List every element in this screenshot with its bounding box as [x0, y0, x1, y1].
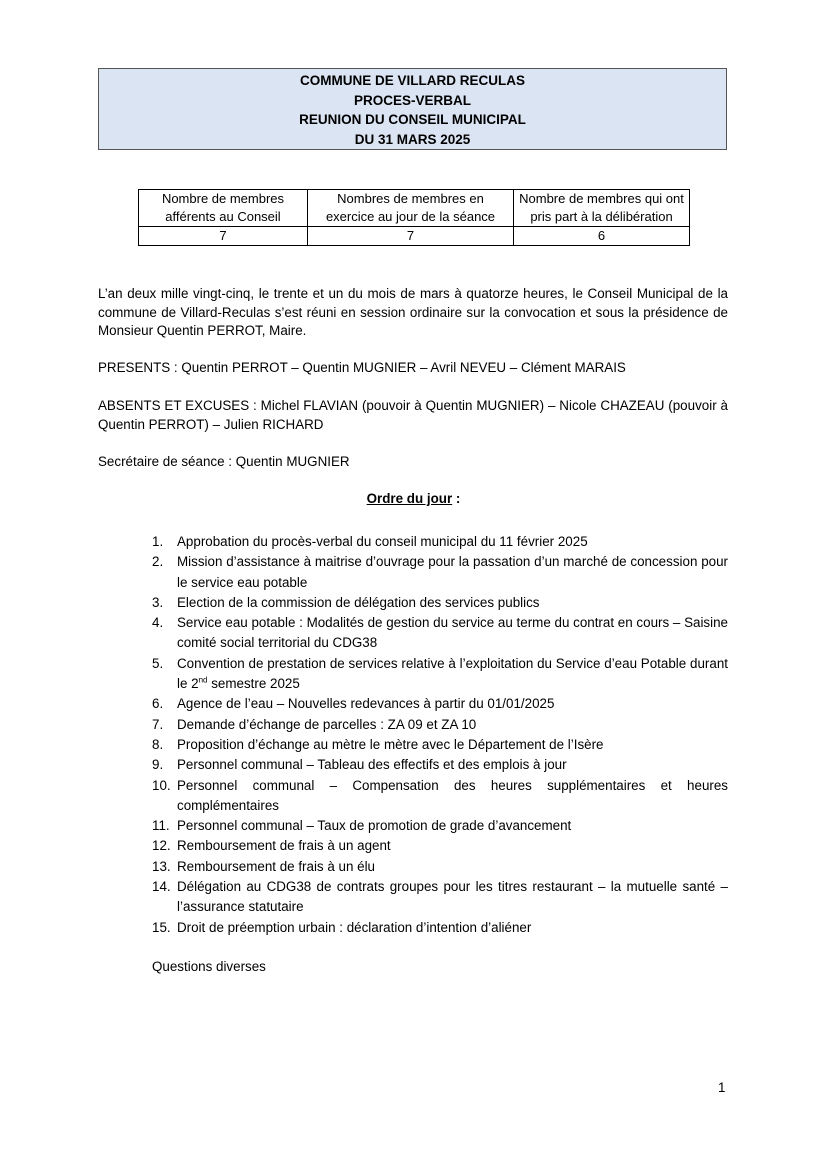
agenda-item-text: Convention de prestation de services relative à l’exploitation du Service d’eau Potable durant le 2 [177, 655, 728, 692]
agenda-item-number: 10. [152, 777, 171, 793]
agenda-item-text: Délégation au CDG38 de contrats groupes pour les titres restaurant – la mutuelle santé – l’assurance statutaire [177, 879, 728, 915]
agenda-item-text: Personnel communal – Tableau des effectifs et des emplois à jour [177, 757, 567, 773]
agenda-item-number: 11. [152, 818, 170, 834]
agenda-item-number: 1. [152, 534, 164, 549]
members-header-exercice: Nombres de membres en exercice au jour de la séance [308, 190, 514, 227]
agenda-item-text: Personnel communal – Taux de promotion de grade d’avancement [177, 818, 572, 834]
members-header-afferents: Nombre de membres afférents au Conseil [139, 190, 308, 227]
agenda-item-number: 9. [152, 757, 164, 773]
agenda-item [152, 654, 728, 695]
agenda-item-text: Proposition d’échange au mètre le mètre avec le Département de l’Isère [177, 736, 604, 752]
page-number: 1 [718, 1080, 726, 1095]
agenda-item [152, 877, 728, 918]
agenda-item-number: 3. [152, 594, 164, 610]
agenda-heading-colon: : [452, 491, 461, 506]
agenda-item-text-end: semestre 2025 [207, 676, 300, 692]
agenda-item-number: 8. [152, 736, 164, 752]
members-table [138, 189, 690, 246]
agenda-item-text: Mission d’assistance à maitrise d’ouvrage pour la passation d’un marché de concession pour le service eau potable [177, 554, 728, 590]
agenda-item-text: Service eau potable : Modalités de gestion du service au terme du contrat en cours – Saisine comité social territorial du CDG38 [177, 615, 728, 651]
members-header-deliberation: Nombre de membres qui ont pris part à la délibération [514, 190, 690, 227]
members-value-deliberation: 6 [514, 227, 690, 246]
agenda-item [152, 613, 728, 654]
agenda-item [152, 755, 728, 775]
agenda-item [152, 552, 728, 593]
agenda-item [152, 532, 728, 552]
agenda-item-superscript: nd [198, 675, 208, 685]
agenda-item-text: Droit de préemption urbain : déclaration d’intention d’aliéner [177, 919, 532, 935]
members-table-header-row [139, 190, 690, 227]
agenda-item [152, 715, 728, 735]
header-doc-type: PROCES-VERBAL [353, 92, 471, 108]
agenda-item-number: 15. [152, 919, 171, 935]
secretaire-paragraph: Secrétaire de séance : Quentin MUGNIER [98, 454, 350, 469]
agenda-item [152, 836, 728, 856]
agenda-item-number: 4. [152, 615, 164, 631]
agenda-item-text: Election de la commission de délégation des services publics [177, 594, 540, 610]
members-table-value-row [139, 227, 690, 246]
agenda-item [152, 918, 728, 938]
agenda-item [152, 694, 728, 714]
agenda-item-number: 12. [152, 838, 171, 854]
agenda-item [152, 776, 728, 817]
agenda-item-text: Agence de l’eau – Nouvelles redevances à partir du 01/01/2025 [177, 696, 555, 712]
members-value-exercice: 7 [308, 227, 514, 246]
agenda-item [152, 593, 728, 613]
agenda-item [152, 735, 728, 755]
header-date: DU 31 MARS 2025 [354, 131, 471, 147]
agenda-item-text: Approbation du procès-verbal du conseil municipal du 11 février 2025 [177, 534, 588, 549]
agenda-item-text: Remboursement de frais à un élu [177, 858, 375, 874]
document-header [98, 68, 727, 150]
agenda-heading-text: Ordre du jour [366, 491, 453, 506]
agenda-heading [0, 491, 827, 506]
members-value-afferents: 7 [139, 227, 308, 246]
agenda-item-text: Personnel communal – Compensation des heures supplémentaires et heures complémentaires [177, 777, 728, 813]
agenda-item-number: 5. [152, 655, 164, 671]
agenda-item-number: 14. [152, 879, 171, 895]
agenda-item-text: Demande d’échange de parcelles : ZA 09 et ZA 10 [177, 716, 477, 732]
agenda-item-number: 6. [152, 696, 164, 712]
intro-paragraph: L’an deux mille vingt-cinq, le trente et un du mois de mars à quatorze heures, le Conseil Municipal de la commune de Villard-Reculas s’est réuni en session ordinaire sur la convocation et sous la présidence de Monsieur Quentin PERROT, Maire. [98, 286, 728, 338]
agenda-item-text: Remboursement de frais à un agent [177, 838, 391, 854]
agenda-item-number: 2. [152, 554, 164, 570]
absents-paragraph: ABSENTS ET EXCUSES : Michel FLAVIAN (pouvoir à Quentin MUGNIER) – Nicole CHAZEAU (pouvoir à Quentin PERROT) – Julien RICHARD [98, 398, 728, 432]
header-meeting: REUNION DU CONSEIL MUNICIPAL [299, 112, 526, 127]
presents-paragraph: PRESENTS : Quentin PERROT – Quentin MUGNIER – Avril NEVEU – Clément MARAIS [98, 360, 626, 375]
header-commune: COMMUNE DE VILLARD RECULAS [300, 73, 525, 88]
questions-diverses: Questions diverses [152, 959, 266, 974]
agenda-item [152, 857, 728, 877]
agenda-item [152, 816, 728, 836]
agenda-list [152, 532, 728, 938]
agenda-item-number: 13. [152, 858, 171, 874]
agenda-item-number: 7. [152, 716, 164, 732]
